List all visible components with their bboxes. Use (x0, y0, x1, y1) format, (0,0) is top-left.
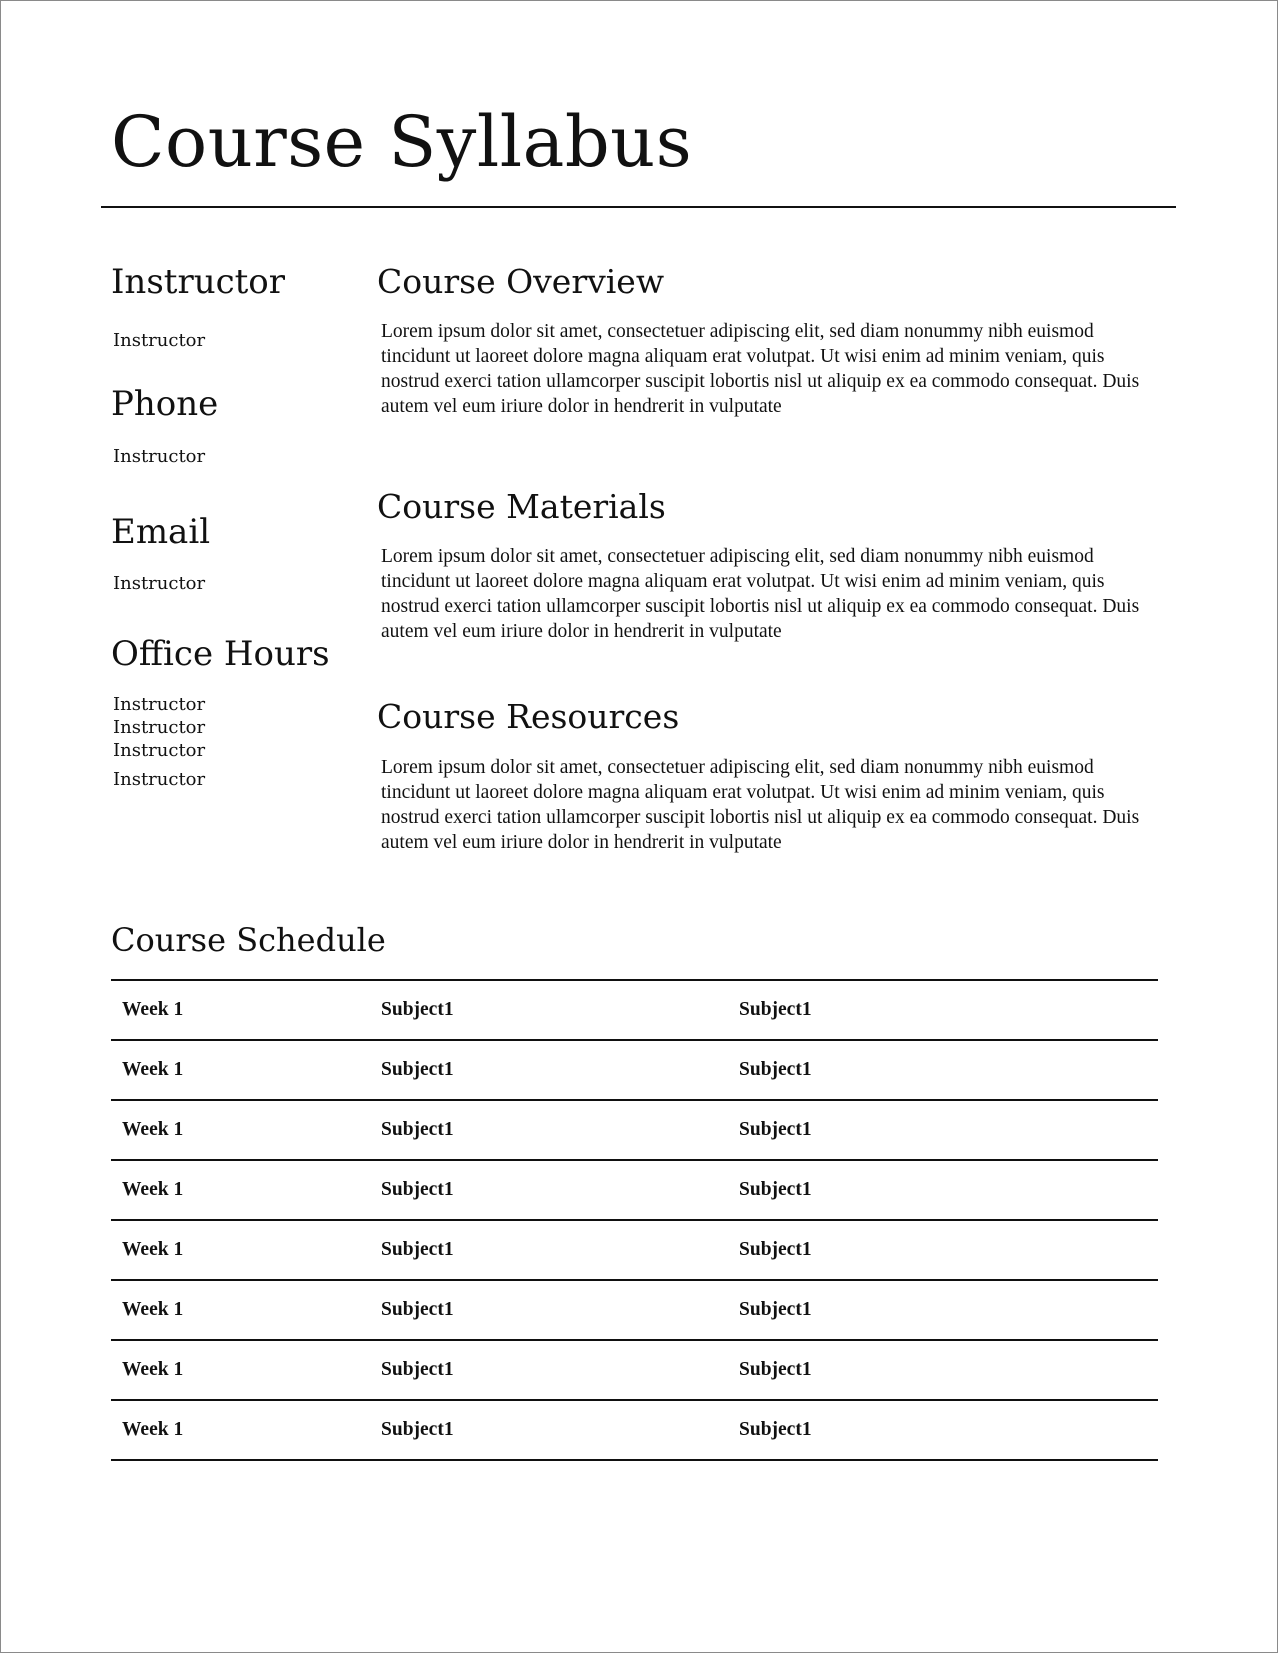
course-schedule-heading: Course Schedule (111, 921, 386, 959)
instructor-value: Instructor (113, 330, 206, 351)
week-cell: Week 1 (122, 1179, 184, 1200)
email-heading: Email (111, 512, 211, 552)
course-resources-text: Lorem ipsum dolor sit amet, consectetuer adipiscing elit, sed diam nonummy nibh euismod tincidunt ut laoreet dolore magna aliquam erat volutpat. Ut wisi enim ad minim veniam, quis nostrud exerci tation ullamcorper suscipit lobortis nisl ut aliquip ex ea commodo consequat. Duis autem vel eum iriure dolor in hendrerit in vulputate (381, 757, 1140, 853)
office-hours-value: Instructor (113, 717, 206, 738)
week-cell: Week 1 (122, 1119, 184, 1140)
subject-cell: Subject1 (381, 1239, 454, 1260)
phone-heading: Phone (111, 384, 219, 424)
week-cell: Week 1 (122, 1059, 184, 1080)
table-row (111, 1221, 1158, 1281)
course-resources-heading: Course Resources (377, 697, 680, 736)
week-cell: Week 1 (122, 1239, 184, 1260)
instructor-heading: Instructor (111, 262, 286, 302)
subject-cell: Subject1 (381, 1119, 454, 1140)
subject-cell: Subject1 (739, 1119, 812, 1140)
table-row (111, 1161, 1158, 1221)
subject-cell: Subject1 (381, 1179, 454, 1200)
subject-cell: Subject1 (381, 1419, 454, 1440)
course-materials-heading: Course Materials (377, 487, 666, 526)
subject-cell: Subject1 (381, 999, 454, 1020)
table-row (111, 1041, 1158, 1101)
subject-cell: Subject1 (739, 999, 812, 1020)
subject-cell: Subject1 (739, 1359, 812, 1380)
subject-cell: Subject1 (739, 1299, 812, 1320)
week-cell: Week 1 (122, 999, 184, 1020)
course-schedule-table (111, 979, 1158, 1461)
course-overview-heading: Course Overview (377, 262, 665, 301)
subject-cell: Subject1 (739, 1419, 812, 1440)
week-cell: Week 1 (122, 1419, 184, 1440)
email-value: Instructor (113, 573, 206, 594)
title-divider (101, 206, 1176, 208)
table-row (111, 1101, 1158, 1161)
course-overview-text: Lorem ipsum dolor sit amet, consectetuer adipiscing elit, sed diam nonummy nibh euismod tincidunt ut laoreet dolore magna aliquam erat volutpat. Ut wisi enim ad minim veniam, quis nostrud exerci tation ullamcorper suscipit lobortis nisl ut aliquip ex ea commodo consequat. Duis autem vel eum iriure dolor in hendrerit in vulputate (381, 321, 1140, 417)
office-hours-value: Instructor (113, 740, 206, 761)
subject-cell: Subject1 (739, 1239, 812, 1260)
subject-cell: Subject1 (739, 1059, 812, 1080)
office-hours-heading: Office Hours (111, 634, 330, 674)
table-row (111, 1281, 1158, 1341)
office-hours-value: Instructor (113, 769, 206, 790)
table-row (111, 981, 1158, 1041)
subject-cell: Subject1 (381, 1299, 454, 1320)
subject-cell: Subject1 (381, 1359, 454, 1380)
page-title: Course Syllabus (111, 101, 693, 183)
subject-cell: Subject1 (381, 1059, 454, 1080)
week-cell: Week 1 (122, 1299, 184, 1320)
office-hours-value: Instructor (113, 694, 206, 715)
course-materials-text: Lorem ipsum dolor sit amet, consectetuer adipiscing elit, sed diam nonummy nibh euismod tincidunt ut laoreet dolore magna aliquam erat volutpat. Ut wisi enim ad minim veniam, quis nostrud exerci tation ullamcorper suscipit lobortis nisl ut aliquip ex ea commodo consequat. Duis autem vel eum iriure dolor in hendrerit in vulputate (381, 546, 1140, 642)
subject-cell: Subject1 (739, 1179, 812, 1200)
table-row (111, 1341, 1158, 1401)
phone-value: Instructor (113, 446, 206, 467)
week-cell: Week 1 (122, 1359, 184, 1380)
table-row (111, 1401, 1158, 1461)
